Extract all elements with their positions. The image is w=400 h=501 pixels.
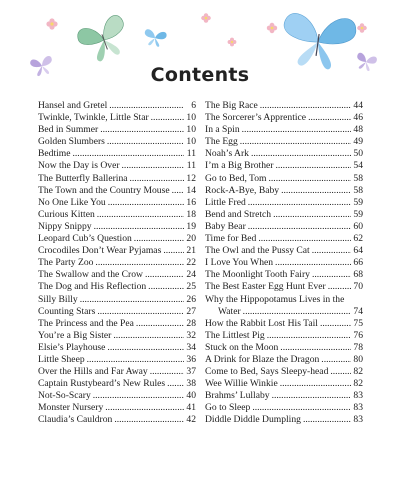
pink-flower-icon: [357, 23, 367, 33]
small-blue-butterfly-icon: [143, 29, 167, 48]
toc-entry: [38, 185, 196, 197]
toc-entry-page: 36: [186, 353, 196, 365]
toc-entry: [205, 233, 363, 245]
toc-entry: [38, 233, 196, 245]
toc-entry: [38, 330, 196, 342]
toc-entry-title: The Egg: [205, 136, 238, 148]
toc-entry-page: 40: [186, 390, 196, 402]
toc-entry-page: 10: [186, 124, 196, 136]
toc-entry-page: 70: [353, 281, 363, 293]
toc-entry-page: 64: [353, 245, 363, 257]
toc-entry-page: 59: [353, 196, 363, 208]
dot-leader: [97, 306, 184, 318]
toc-entry: [38, 402, 196, 414]
dot-leader: [163, 245, 184, 257]
toc-entry: [205, 378, 363, 390]
toc-entry-page: 14: [186, 184, 196, 196]
dot-leader: [97, 209, 184, 221]
toc-entry-title: The Dog and His Reflection: [38, 281, 147, 293]
toc-entry-title: Counting Stars: [38, 305, 96, 317]
toc-entry: [38, 294, 196, 306]
toc-entry: [205, 269, 363, 281]
toc-entry: [38, 148, 196, 160]
toc-entry: [38, 197, 196, 209]
toc-entry-title: Nippy Snippy: [38, 220, 92, 232]
toc-entry: [38, 124, 196, 136]
toc-entry-page: 68: [353, 269, 363, 281]
dot-leader: [150, 366, 184, 378]
dot-leader: [320, 318, 351, 330]
dot-leader: [280, 342, 351, 354]
dot-leader: [134, 233, 184, 245]
contents-left-column: [38, 100, 196, 427]
toc-entry-page: 19: [186, 220, 196, 232]
toc-entry-page: 62: [353, 233, 363, 245]
toc-entry-page: 46: [353, 112, 363, 124]
toc-entry-page: 11: [186, 148, 196, 160]
toc-entry-title: Little Fred: [205, 196, 246, 208]
dot-leader: [172, 185, 184, 197]
dot-leader: [243, 306, 351, 318]
dot-leader: [330, 366, 351, 378]
toc-entry-title: Little Sheep: [38, 353, 85, 365]
toc-entry-page: 49: [353, 136, 363, 148]
toc-entry: [205, 124, 363, 136]
toc-entry: [38, 160, 196, 172]
toc-entry: [205, 390, 363, 402]
toc-entry: [205, 148, 363, 160]
toc-entry: [205, 414, 363, 426]
dot-leader: [93, 390, 184, 402]
dot-leader: [312, 269, 351, 281]
toc-entry-title: Hansel and Gretel: [38, 100, 108, 111]
toc-entry: [205, 185, 363, 197]
toc-entry: [38, 378, 196, 390]
toc-entry-title: Over the Hills and Far Away: [38, 366, 148, 378]
dot-leader: [275, 160, 351, 172]
toc-entry-page: 58: [353, 184, 363, 196]
toc-entry-title: Curious Kitten: [38, 208, 95, 220]
dot-leader: [109, 100, 184, 112]
dot-leader: [252, 402, 351, 414]
toc-entry-title: Brahms’ Lullaby: [205, 390, 270, 402]
dot-leader: [242, 124, 351, 136]
toc-entry-page: 42: [186, 414, 196, 426]
toc-entry: [38, 100, 196, 112]
toc-entry: [205, 112, 363, 124]
toc-entry-title: Wee Willie Winkie: [205, 378, 278, 390]
toc-entry-title: Go to Bed, Tom: [205, 172, 267, 184]
toc-entry-title: Monster Nursery: [38, 402, 104, 414]
toc-entry-title: Bend and Stretch: [205, 208, 272, 220]
toc-entry: [205, 160, 363, 172]
green-butterfly-icon: [75, 13, 133, 66]
toc-entry-title: The Princess and the Pea: [38, 317, 134, 329]
toc-entry-title: The Littlest Pig: [205, 329, 265, 341]
toc-entry: [205, 257, 363, 269]
toc-entry: [38, 414, 196, 426]
toc-entry: [205, 342, 363, 354]
toc-entry-title: Elsie’s Playhouse: [38, 341, 106, 353]
toc-entry-page: 32: [186, 329, 196, 341]
toc-entry: [205, 173, 363, 185]
toc-entry-title: Diddle Diddle Dumpling: [205, 414, 301, 426]
toc-entry-page: 38: [186, 378, 196, 390]
toc-entry-page: 16: [186, 196, 196, 208]
toc-entry-title: I’m a Big Brother: [205, 160, 274, 172]
toc-entry-title: Bed in Summer: [38, 124, 99, 136]
dot-leader: [148, 281, 184, 293]
toc-entry-title: No One Like You: [38, 196, 106, 208]
toc-entry: [38, 366, 196, 378]
dot-leader: [251, 148, 351, 160]
dot-leader: [73, 148, 184, 160]
toc-entry: [38, 209, 196, 221]
toc-entry-page: 82: [353, 366, 363, 378]
toc-entry-page: 44: [353, 100, 363, 111]
toc-entry: [205, 306, 363, 318]
toc-entry-page: 75: [353, 317, 363, 329]
toc-entry: [38, 342, 196, 354]
toc-entry-page: 74: [353, 305, 363, 317]
toc-entry-page: 83: [353, 402, 363, 414]
dot-leader: [272, 390, 351, 402]
dot-leader: [260, 100, 351, 112]
toc-entry-page: 27: [186, 305, 196, 317]
dot-leader: [100, 124, 184, 136]
dot-leader: [248, 197, 351, 209]
toc-entry-page: 6: [191, 100, 196, 111]
toc-entry: [205, 100, 363, 112]
pink-flower-icon: [46, 18, 57, 29]
toc-entry-page: 83: [353, 414, 363, 426]
toc-entry-page: 83: [353, 390, 363, 402]
toc-entry-title: How the Rabbit Lost His Tail: [205, 317, 318, 329]
toc-entry-title: You’re a Big Sister: [38, 329, 112, 341]
toc-entry: [38, 221, 196, 233]
toc-entry: [205, 366, 363, 378]
toc-entry: [38, 318, 196, 330]
toc-entry-title: Not-So-Scary: [38, 390, 91, 402]
toc-entry-page: 12: [186, 172, 196, 184]
dot-leader: [269, 173, 351, 185]
dot-leader: [280, 378, 351, 390]
toc-entry-title: Stuck on the Moon: [205, 341, 279, 353]
toc-entry: [205, 354, 363, 366]
dot-leader: [248, 221, 351, 233]
toc-entry-page: 24: [186, 269, 196, 281]
toc-entry-title: The Moonlight Tooth Fairy: [205, 269, 310, 281]
toc-entry: [205, 245, 363, 257]
dot-leader: [108, 197, 184, 209]
toc-entry-page: 34: [186, 341, 196, 353]
toc-entry-page: 28: [186, 317, 196, 329]
toc-entry-page: 78: [353, 341, 363, 353]
toc-entry: [38, 281, 196, 293]
toc-entry-title: Noah’s Ark: [205, 148, 249, 160]
toc-entry-page: 37: [186, 366, 196, 378]
toc-entry-title: The Town and the Country Mouse: [38, 184, 170, 196]
toc-entry-page: 11: [186, 160, 196, 172]
toc-entry-title: Come to Bed, Says Sleepy-head: [205, 366, 329, 378]
toc-entry-title: Crocodiles Don’t Wear Pyjamas: [38, 245, 162, 257]
dot-leader: [94, 221, 184, 233]
toc-entry-title: The Big Race: [205, 100, 258, 111]
toc-entry: [205, 294, 363, 306]
dot-leader: [240, 136, 351, 148]
pink-flower-icon: [201, 13, 211, 23]
dot-leader: [130, 173, 184, 185]
toc-entry-title: The Owl and the Pussy Cat: [205, 245, 310, 257]
toc-entry-page: 25: [186, 281, 196, 293]
toc-entry-page: 22: [186, 257, 196, 269]
page-title: Contents: [150, 64, 250, 86]
toc-entry-page: 76: [353, 329, 363, 341]
toc-entry-title: Claudia’s Cauldron: [38, 414, 113, 426]
toc-entry-page: 48: [353, 124, 363, 136]
toc-entry: [205, 318, 363, 330]
toc-entry-title: Now the Day is Over: [38, 160, 120, 172]
toc-entry-page: 21: [186, 245, 196, 257]
toc-entry: [38, 136, 196, 148]
toc-entry-title: In a Spin: [205, 124, 240, 136]
dot-leader: [321, 354, 351, 366]
toc-entry-title: The Best Easter Egg Hunt Ever: [205, 281, 326, 293]
toc-entry-page: 58: [353, 172, 363, 184]
pink-flower-icon: [228, 38, 237, 47]
dot-leader: [107, 342, 184, 354]
toc-entry-page: 82: [353, 378, 363, 390]
toc-entry-page: 10: [186, 136, 196, 148]
toc-entry-page: 41: [186, 402, 196, 414]
dot-leader: [308, 112, 351, 124]
dot-leader: [273, 209, 351, 221]
toc-entry-page: 54: [353, 160, 363, 172]
toc-entry-title: Baby Bear: [205, 220, 246, 232]
dot-leader: [113, 330, 184, 342]
toc-entry-title: Captain Rustybeard’s New Rules: [38, 378, 166, 390]
dot-leader: [151, 112, 184, 124]
toc-entry: [205, 209, 363, 221]
toc-entry: [38, 390, 196, 402]
toc-entry-title: Time for Bed: [205, 233, 257, 245]
dot-leader: [167, 378, 184, 390]
toc-entry: [38, 173, 196, 185]
toc-entry-title: Water: [218, 305, 241, 317]
contents-right-column: [205, 100, 363, 427]
toc-entry-page: 18: [186, 208, 196, 220]
toc-entry-title: Golden Slumbers: [38, 136, 105, 148]
dot-leader: [107, 136, 184, 148]
toc-entry: [205, 281, 363, 293]
toc-entry-page: 66: [353, 257, 363, 269]
dot-leader: [114, 414, 184, 426]
toc-entry-page: 60: [353, 220, 363, 232]
toc-entry-page: 10: [186, 112, 196, 124]
dot-leader: [122, 160, 184, 172]
toc-entry-title: The Party Zoo: [38, 257, 94, 269]
toc-entry: [38, 257, 196, 269]
toc-entry-title: Why the Hippopotamus Lives in the: [205, 293, 345, 305]
toc-entry-page: 80: [353, 353, 363, 365]
dot-leader: [258, 233, 351, 245]
toc-entry: [205, 136, 363, 148]
dot-leader: [281, 185, 351, 197]
toc-entry: [205, 330, 363, 342]
toc-entry: [38, 245, 196, 257]
toc-entry: [38, 269, 196, 281]
toc-entry: [38, 354, 196, 366]
toc-entry: [205, 197, 363, 209]
toc-entry-title: I Love You When: [205, 257, 274, 269]
dot-leader: [105, 402, 184, 414]
toc-entry: [205, 221, 363, 233]
dot-leader: [136, 318, 184, 330]
dot-leader: [303, 414, 351, 426]
toc-entry: [205, 402, 363, 414]
toc-entry-title: The Swallow and the Crow: [38, 269, 143, 281]
dot-leader: [95, 257, 184, 269]
toc-entry-title: Silly Billy: [38, 293, 78, 305]
dot-leader: [80, 294, 184, 306]
dot-leader: [312, 245, 351, 257]
toc-entry-title: Twinkle, Twinkle, Little Star: [38, 112, 149, 124]
toc-entry-page: 26: [186, 293, 196, 305]
toc-entry-title: A Drink for Blaze the Dragon: [205, 353, 320, 365]
toc-entry-page: 59: [353, 208, 363, 220]
toc-entry-title: Leopard Cub’s Question: [38, 233, 132, 245]
toc-entry: [38, 112, 196, 124]
dot-leader: [267, 330, 351, 342]
pink-flower-icon: [267, 23, 277, 33]
dot-leader: [87, 354, 184, 366]
toc-entry-title: Rock-A-Bye, Baby: [205, 184, 280, 196]
toc-entry-title: Bedtime: [38, 148, 71, 160]
toc-entry-title: The Butterfly Ballerina: [38, 172, 128, 184]
dot-leader: [145, 269, 184, 281]
toc-entry-title: Go to Sleep: [205, 402, 251, 414]
toc-entry-page: 50: [353, 148, 363, 160]
toc-entry: [38, 306, 196, 318]
dot-leader: [328, 281, 351, 293]
toc-entry-page: 20: [186, 233, 196, 245]
dot-leader: [275, 257, 351, 269]
toc-entry-title: The Sorcerer’s Apprentice: [205, 112, 307, 124]
